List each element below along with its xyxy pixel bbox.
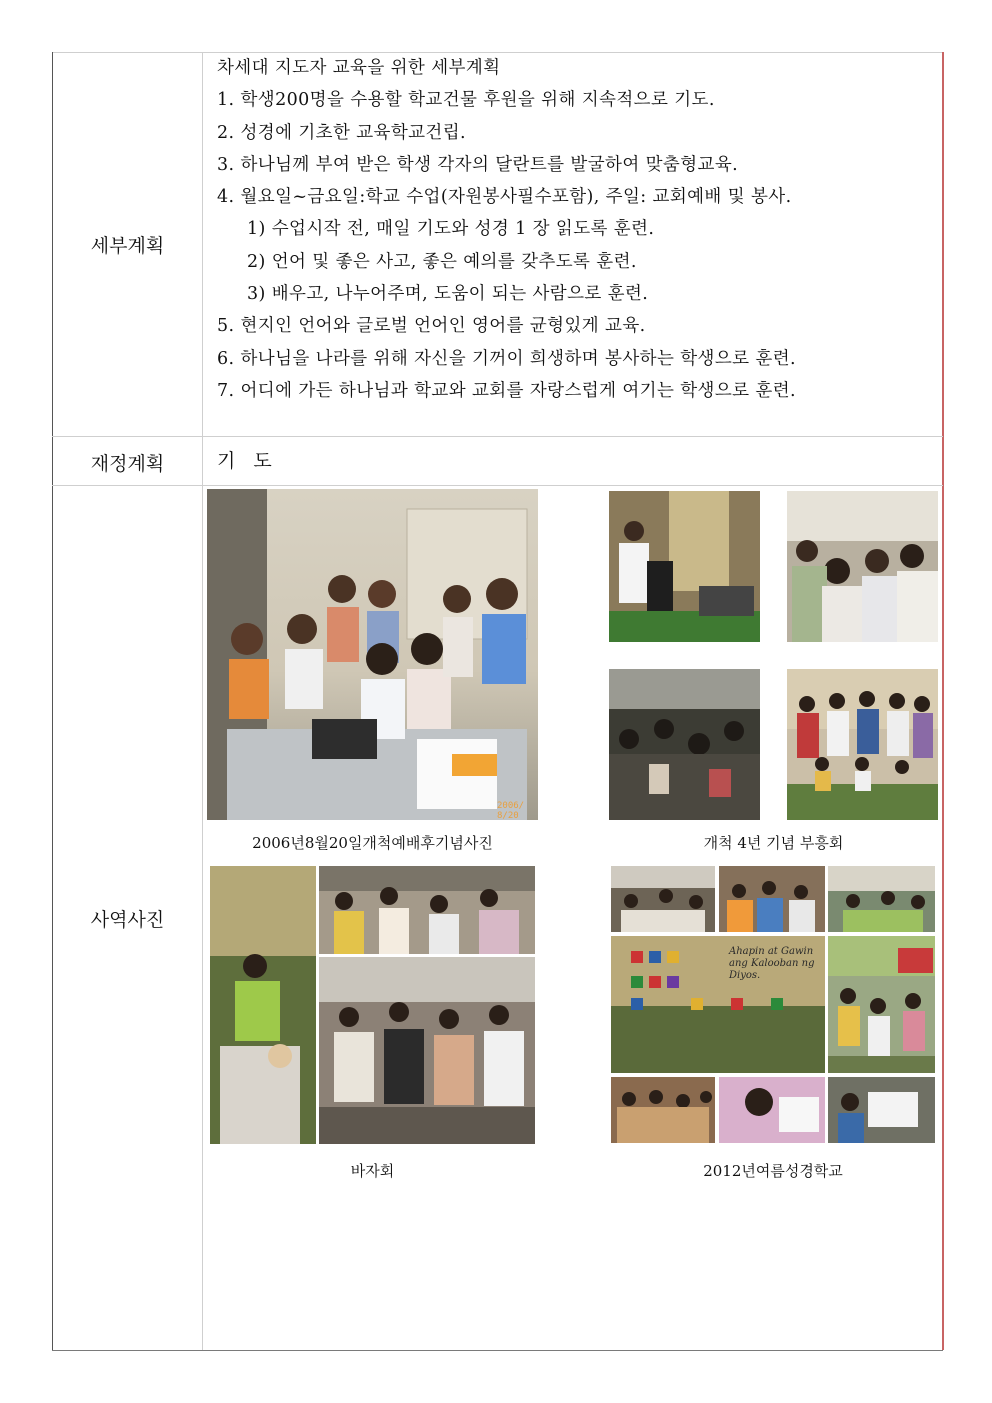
plan-item-1: 1. 학생200명을 수용할 학교건물 후원을 위해 지속적으로 기도. bbox=[217, 90, 715, 111]
vbs-photo-1 bbox=[611, 866, 715, 932]
founding-group-photo bbox=[207, 489, 538, 820]
caption-founding: 2006년8월20일개척예배후기념사진 bbox=[252, 834, 493, 852]
row-label-photos: 사역사진 bbox=[90, 909, 165, 931]
plan-subitem-2: 2) 언어 및 좋은 사고, 좋은 예의를 갖추도록 훈련. bbox=[247, 251, 637, 272]
plan-item-6: 6. 하나님을 나라를 위해 자신을 기꺼이 희생하며 봉사하는 학생으로 훈련. bbox=[217, 348, 796, 369]
vbs-photo-banner bbox=[611, 936, 825, 1073]
row-divider-1 bbox=[52, 436, 943, 437]
caption-vbs: 2012년여름성경학교 bbox=[703, 1162, 843, 1180]
vbs-photo-3 bbox=[828, 866, 935, 932]
row-label-plan: 세부계획 bbox=[90, 235, 165, 257]
revival-photo-group bbox=[787, 669, 938, 820]
plan-item-3: 3. 하나님께 부여 받은 학생 각자의 달란트를 발굴하여 맞춤형교육. bbox=[217, 154, 739, 175]
plan-item-7: 7. 어디에 가든 하나님과 학교와 교회를 자랑스럽게 여기는 학생으로 훈련. bbox=[217, 380, 796, 401]
table-border-right bbox=[942, 52, 944, 1350]
finance-content: 기 도 bbox=[217, 450, 278, 472]
revival-photo-preacher bbox=[609, 491, 760, 642]
vbs-photo-5 bbox=[719, 1077, 825, 1143]
banner-text: Ahapin at Gawin ang Kalooban ng Diyos. bbox=[729, 946, 815, 981]
date-stamp: 2006/ 8/20 bbox=[497, 801, 525, 820]
bazaar-photo-top bbox=[319, 866, 535, 954]
plan-subitem-3: 3) 배우고, 나누어주며, 도움이 되는 사람으로 훈련. bbox=[247, 284, 649, 305]
plan-content bbox=[217, 52, 796, 407]
table-column-divider bbox=[202, 52, 203, 1350]
plan-item-2: 2. 성경에 기초한 교육학교건립. bbox=[217, 122, 467, 143]
plan-subitem-1: 1) 수업시작 전, 매일 기도와 성경 1 장 읽도록 훈련. bbox=[247, 219, 655, 240]
revival-photo-worship bbox=[609, 669, 760, 820]
vbs-photo-4 bbox=[611, 1077, 715, 1143]
row-divider-2 bbox=[52, 485, 943, 486]
plan-heading: 차세대 지도자 교육을 위한 세부계획 bbox=[217, 58, 501, 78]
caption-bazaar: 바자회 bbox=[350, 1162, 395, 1180]
bazaar-photo-left bbox=[210, 866, 316, 1144]
plan-item-4: 4. 월요일~금요일:학교 수업(자원봉사필수포함), 주일: 교회예배 및 봉사. bbox=[217, 187, 792, 208]
plan-item-5: 5. 현지인 언어와 글로벌 언어인 영어를 균형있게 교육. bbox=[217, 316, 646, 337]
vbs-photo-2 bbox=[719, 866, 825, 932]
vbs-photo-6 bbox=[828, 1077, 935, 1143]
revival-photo-audience bbox=[787, 491, 938, 642]
row-label-finance: 재정계획 bbox=[90, 453, 165, 475]
bazaar-photo-bottom bbox=[319, 957, 535, 1144]
caption-revival: 개척 4년 기념 부흥회 bbox=[703, 834, 844, 852]
vbs-photo-outdoor bbox=[828, 936, 935, 1073]
